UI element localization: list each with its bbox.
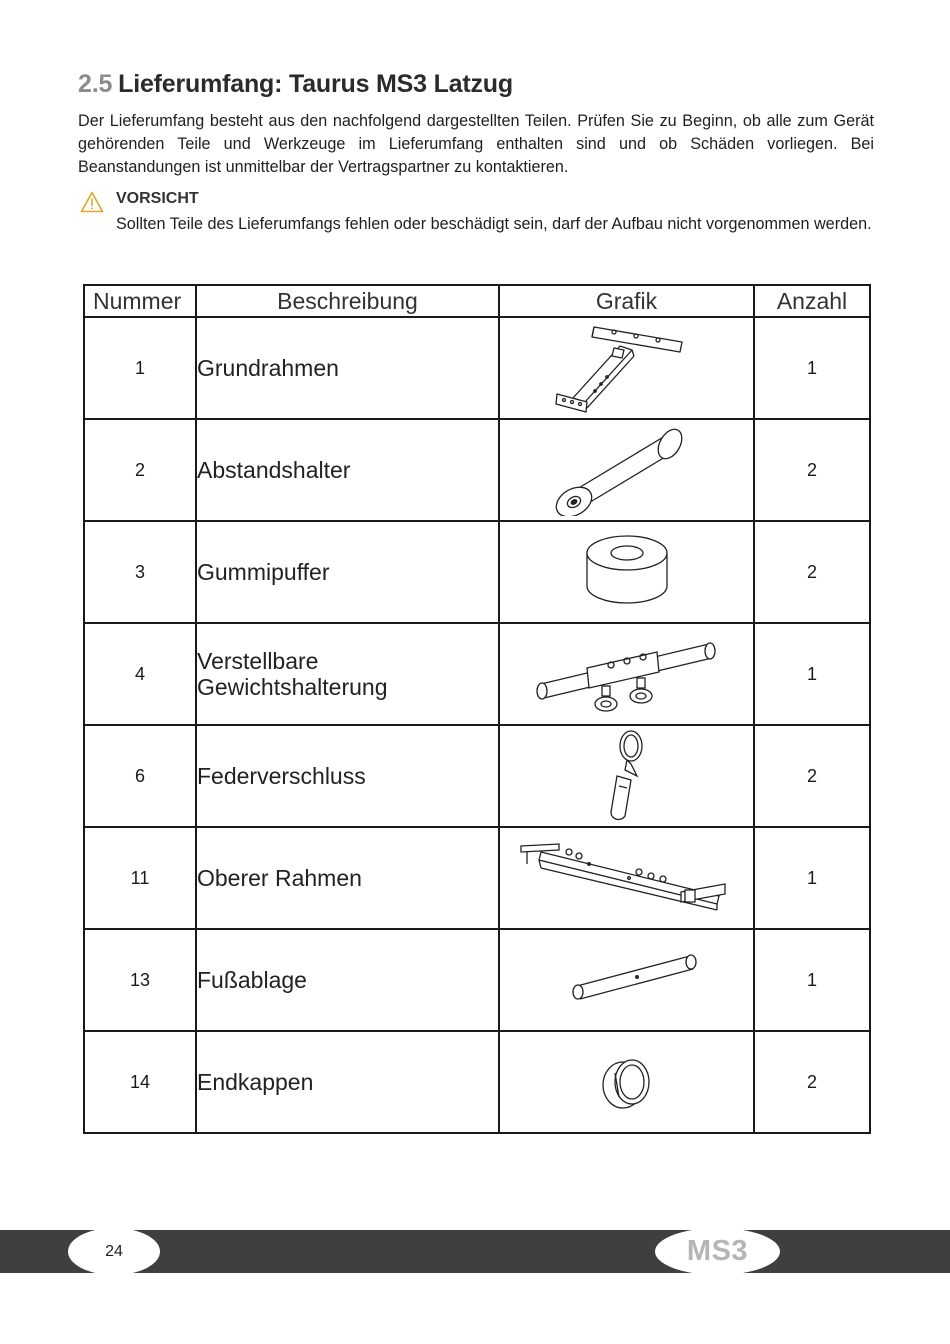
table-row bbox=[84, 725, 870, 827]
row-graphic bbox=[499, 419, 754, 521]
row-number: 2 bbox=[84, 419, 196, 521]
spring-clip-drawing bbox=[597, 728, 657, 824]
section-number: 2.5 bbox=[78, 70, 113, 98]
row-graphic bbox=[499, 929, 754, 1031]
row-number: 6 bbox=[84, 725, 196, 827]
table-row bbox=[84, 419, 870, 521]
warning-title: VORSICHT bbox=[116, 190, 199, 207]
row-quantity: 2 bbox=[754, 725, 870, 827]
row-quantity: 1 bbox=[754, 623, 870, 725]
page-number: 24 bbox=[105, 1242, 123, 1260]
table-row bbox=[84, 623, 870, 725]
row-description: Endkappen bbox=[196, 1031, 499, 1133]
product-logo: MS3 bbox=[686, 1235, 749, 1267]
row-description: Grundrahmen bbox=[196, 317, 499, 419]
table-row bbox=[84, 317, 870, 419]
section-heading bbox=[78, 70, 513, 99]
section-title: Lieferumfang: Taurus MS3 Latzug bbox=[118, 70, 513, 98]
footrest-drawing bbox=[552, 944, 702, 1016]
header-number: Nummer bbox=[84, 285, 196, 317]
row-number: 14 bbox=[84, 1031, 196, 1133]
base-frame-drawing bbox=[552, 322, 702, 414]
row-graphic bbox=[499, 521, 754, 623]
row-graphic bbox=[499, 827, 754, 929]
product-logo-badge bbox=[655, 1228, 780, 1275]
spacer-drawing bbox=[552, 424, 702, 516]
row-graphic bbox=[499, 725, 754, 827]
row-graphic bbox=[499, 317, 754, 419]
warning-triangle-icon bbox=[80, 191, 104, 213]
row-description: Gummipuffer bbox=[196, 521, 499, 623]
intro-paragraph: Der Lieferumfang besteht aus den nachfolgend dargestellten Teilen. Prüfen Sie zu Beginn, ob alle zum Gerät gehörenden Teile und Werkzeuge im Lieferumfang enthalten sind und ob Schäden vorliegen. Bei Beanstandungen ist unmittelbar der Vertragspartner zu kontaktieren. bbox=[78, 112, 874, 176]
row-quantity: 1 bbox=[754, 317, 870, 419]
row-quantity: 2 bbox=[754, 1031, 870, 1133]
row-number: 1 bbox=[84, 317, 196, 419]
table-row bbox=[84, 827, 870, 929]
row-description: Fußablage bbox=[196, 929, 499, 1031]
weight-holder-drawing bbox=[527, 628, 727, 720]
parts-table bbox=[83, 284, 871, 1134]
row-number: 4 bbox=[84, 623, 196, 725]
row-description: Oberer Rahmen bbox=[196, 827, 499, 929]
row-quantity: 1 bbox=[754, 929, 870, 1031]
rubber-buffer-drawing bbox=[552, 526, 702, 618]
row-description: Abstandshalter bbox=[196, 419, 499, 521]
row-number: 13 bbox=[84, 929, 196, 1031]
row-quantity: 2 bbox=[754, 419, 870, 521]
table-row bbox=[84, 1031, 870, 1133]
row-graphic bbox=[499, 623, 754, 725]
upper-frame-drawing bbox=[519, 838, 735, 918]
end-cap-drawing bbox=[587, 1047, 667, 1117]
row-quantity: 1 bbox=[754, 827, 870, 929]
row-graphic bbox=[499, 1031, 754, 1133]
header-description: Beschreibung bbox=[196, 285, 499, 317]
page-number-badge bbox=[68, 1228, 160, 1275]
table-row bbox=[84, 929, 870, 1031]
header-graphic: Grafik bbox=[499, 285, 754, 317]
row-description: Federverschluss bbox=[196, 725, 499, 827]
warning-text: Sollten Teile des Lieferumfangs fehlen oder beschädigt sein, darf der Aufbau nicht vorgenommen werden. bbox=[116, 215, 872, 233]
row-quantity: 2 bbox=[754, 521, 870, 623]
row-description: Verstellbare Gewichtshalterung bbox=[196, 623, 499, 725]
table-header-row bbox=[84, 285, 870, 317]
header-quantity: Anzahl bbox=[754, 285, 870, 317]
table-row bbox=[84, 521, 870, 623]
row-number: 3 bbox=[84, 521, 196, 623]
row-number: 11 bbox=[84, 827, 196, 929]
